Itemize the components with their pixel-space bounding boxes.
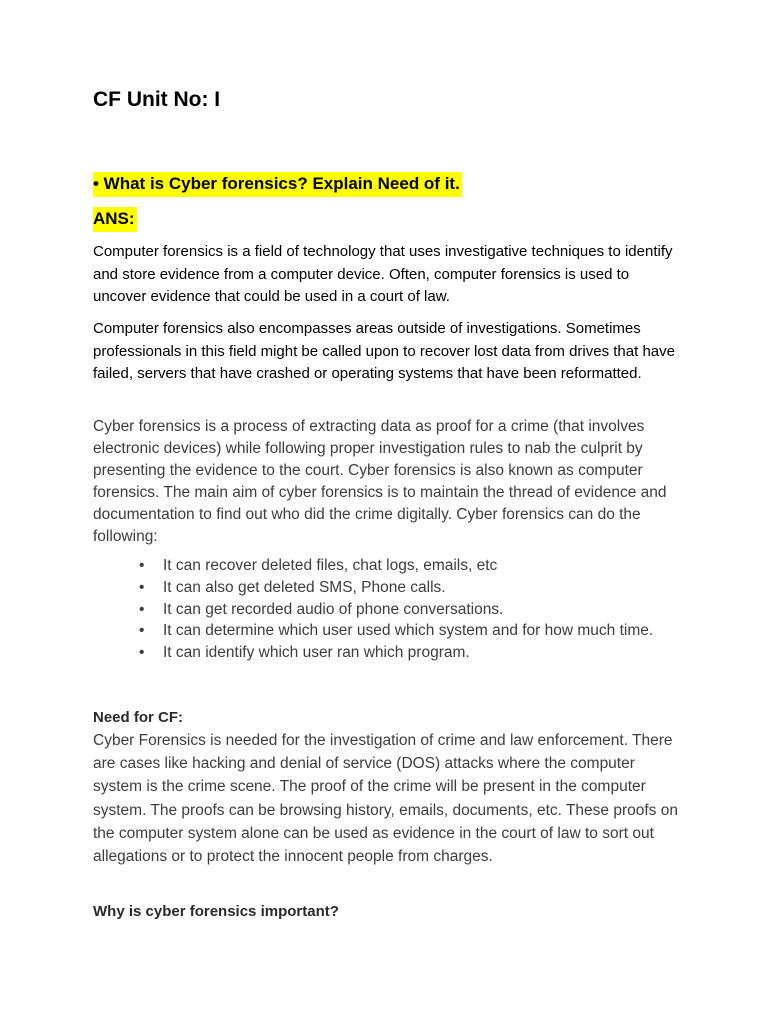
page-title: CF Unit No: I: [93, 88, 221, 111]
question-heading: • What is Cyber forensics? Explain Need of it.: [93, 172, 462, 197]
paragraph-need: Cyber Forensics is needed for the investigation of crime and law enforcement. There are cases like hacking and denial of service (DOS) attacks where the computer system is the crime scene. The proof of the crime will be present in the computer system. The proofs can be browsing history, emails, documents, etc. These proofs on the computer system alone can be used as evidence in the court of law to sort out allegations or to protect the innocent people from charges.: [93, 732, 678, 866]
list-item: • It can get recorded audio of phone conversations.: [163, 599, 683, 621]
paragraph-cyber-forensics: Cyber forensics is a process of extracting data as proof for a crime (that involves electronic devices) while following proper investigation rules to nab the culprit by presenting the evidence to the court. Cyber forensics is also known as computer forensics. The main aim of cyber forensics is to maintain the thread of evidence and documentation to find out who did the crime digitally. Cyber forensics can do the following:: [93, 418, 667, 545]
list-item: • It can also get deleted SMS, Phone calls.: [163, 577, 683, 599]
list-item: • It can determine which user used which system and for how much time.: [163, 620, 683, 642]
paragraph-definition: Computer forensics is a field of technology that uses investigative techniques to identify and store evidence from a computer device. Often, computer forensics is used to uncover evidence that could be used in a court of law.: [93, 243, 673, 305]
list-item: • It can recover deleted files, chat logs, emails, etc: [163, 555, 683, 577]
answer-label: ANS:: [93, 207, 137, 232]
list-item: • It can identify which user ran which program.: [163, 642, 683, 664]
capabilities-list: [93, 555, 683, 664]
why-heading: Why is cyber forensics important?: [93, 903, 339, 920]
paragraph-scope: Computer forensics also encompasses areas outside of investigations. Sometimes professionals in this field might be called upon to recover lost data from drives that have failed, servers that have crashed or operating systems that have been reformatted.: [93, 320, 675, 382]
need-heading: Need for CF:: [93, 709, 183, 726]
